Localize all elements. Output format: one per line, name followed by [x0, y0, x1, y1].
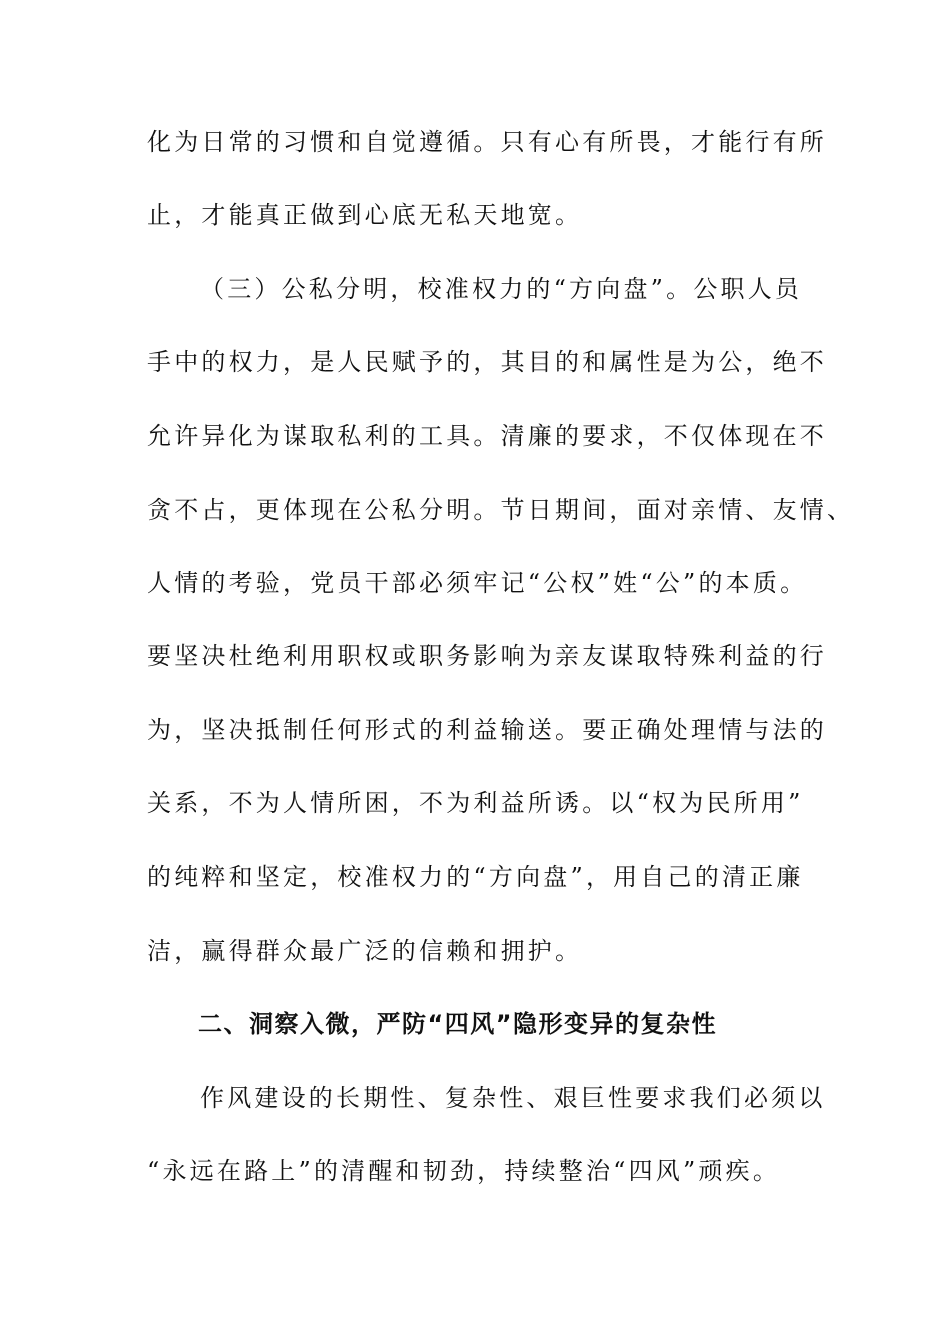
- paragraph-line: 为，坚决抵制任何形式的利益输送。要正确处理情与法的: [147, 716, 827, 744]
- paragraph-line: 止，才能真正做到心底无私天地宽。: [147, 201, 583, 229]
- paragraph-line: 的纯粹和坚定，校准权力的“方向盘”，用自己的清正廉: [147, 863, 804, 891]
- paragraph-line: 手中的权力，是人民赋予的，其目的和属性是为公，绝不: [147, 348, 827, 376]
- paragraph-line: 化为日常的习惯和自觉遵循。只有心有所畏，才能行有所: [147, 128, 827, 156]
- paragraph-line: “永远在路上”的清醒和韧劲，持续整治“四风”顽疾。: [147, 1157, 781, 1185]
- paragraph-line: 作风建设的长期性、复杂性、艰巨性要求我们必须以: [200, 1084, 826, 1112]
- paragraph-line: 贪不占，更体现在公私分明。节日期间，面对亲情、友情、: [147, 496, 855, 524]
- paragraph-line: （三）公私分明，校准权力的“方向盘”。公职人员: [200, 275, 803, 303]
- section-heading: 二、洞察入微，严防“四风”隐形变异的复杂性: [198, 1010, 718, 1038]
- paragraph-line: 洁，赢得群众最广泛的信赖和拥护。: [147, 937, 583, 965]
- paragraph-line: 关系，不为人情所困，不为利益所诱。以“权为民所用”: [147, 789, 804, 817]
- paragraph-line: 允许异化为谋取私利的工具。清廉的要求，不仅体现在不: [147, 422, 827, 450]
- paragraph-line: 要坚决杜绝利用职权或职务影响为亲友谋取特殊利益的行: [147, 642, 827, 670]
- paragraph-line: 人情的考验，党员干部必须牢记“公权”姓“公”的本质。: [147, 569, 808, 597]
